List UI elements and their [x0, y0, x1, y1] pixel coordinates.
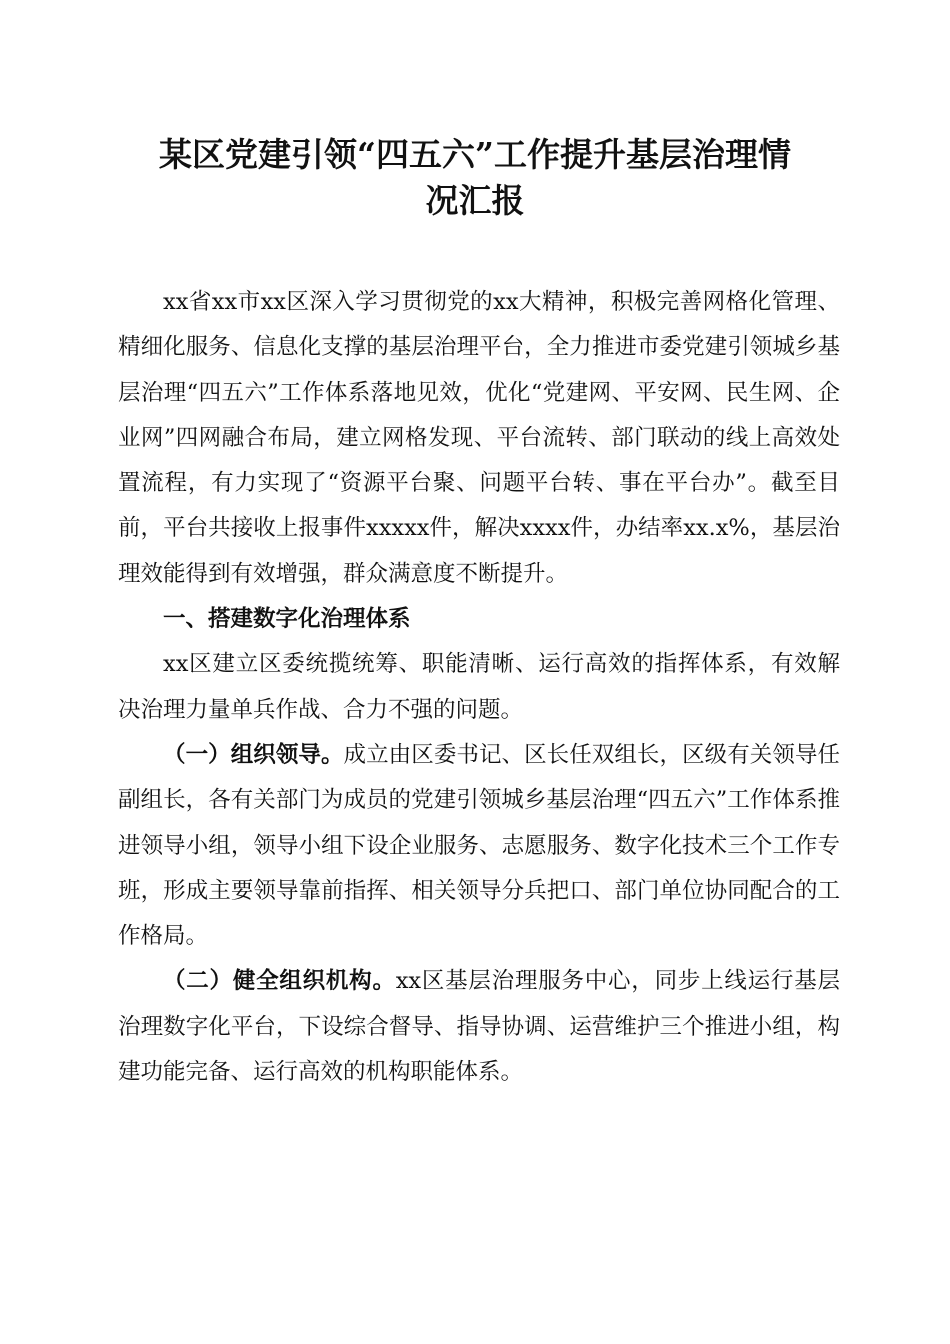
item-1-label: （一）组织领导。: [163, 741, 344, 768]
document-body: [118, 280, 840, 1095]
item-2-text: xx区基层治理服务中心，同步上线运行基层治理数字化平台，下设综合督导、指导协调、运营维护三个推进小组，构建功能完备、运行高效的机构职能体系。: [118, 968, 840, 1086]
document-title: [100, 132, 850, 224]
item-1-paragraph: [118, 733, 840, 959]
title-line-1: 某区党建引领“四五六”工作提升基层治理情: [159, 135, 791, 174]
item-1-text: 成立由区委书记、区长任双组长，区级有关领导任副组长，各有关部门为成员的党建引领城乡基层治理“四五六”工作体系推进领导小组，领导小组下设企业服务、志愿服务、数字化技术三个工作专班，形成主要领导靠前指挥、相关领导分兵把口、部门单位协同配合的工作格局。: [118, 741, 840, 950]
item-2-paragraph: [118, 959, 840, 1095]
item-2-label: （二）健全组织机构。: [163, 968, 396, 995]
title-line-2: 况汇报: [425, 181, 525, 220]
section-1-intro: xx区建立区委统揽统筹、职能清晰、运行高效的指挥体系，有效解决治理力量单兵作战、合力不强的问题。: [118, 651, 840, 723]
section-1-heading: 一、搭建数字化治理体系: [163, 606, 411, 633]
intro-paragraph: xx省xx市xx区深入学习贯彻党的xx大精神，积极完善网格化管理、精细化服务、信息化支撑的基层治理平台，全力推进市委党建引领城乡基层治理“四五六”工作体系落地见效，优化“党建网、平安网、民生网、企业网”四网融合布局，建立网格发现、平台流转、部门联动的线上高效处置流程，有力实现了“资源平台聚、问题平台转、事在平台办”。截至目前，平台共接收上报事件xxxxx件，解决xxxx件，办结率xx.x%，基层治理效能得到有效增强，群众满意度不断提升。: [118, 289, 840, 587]
